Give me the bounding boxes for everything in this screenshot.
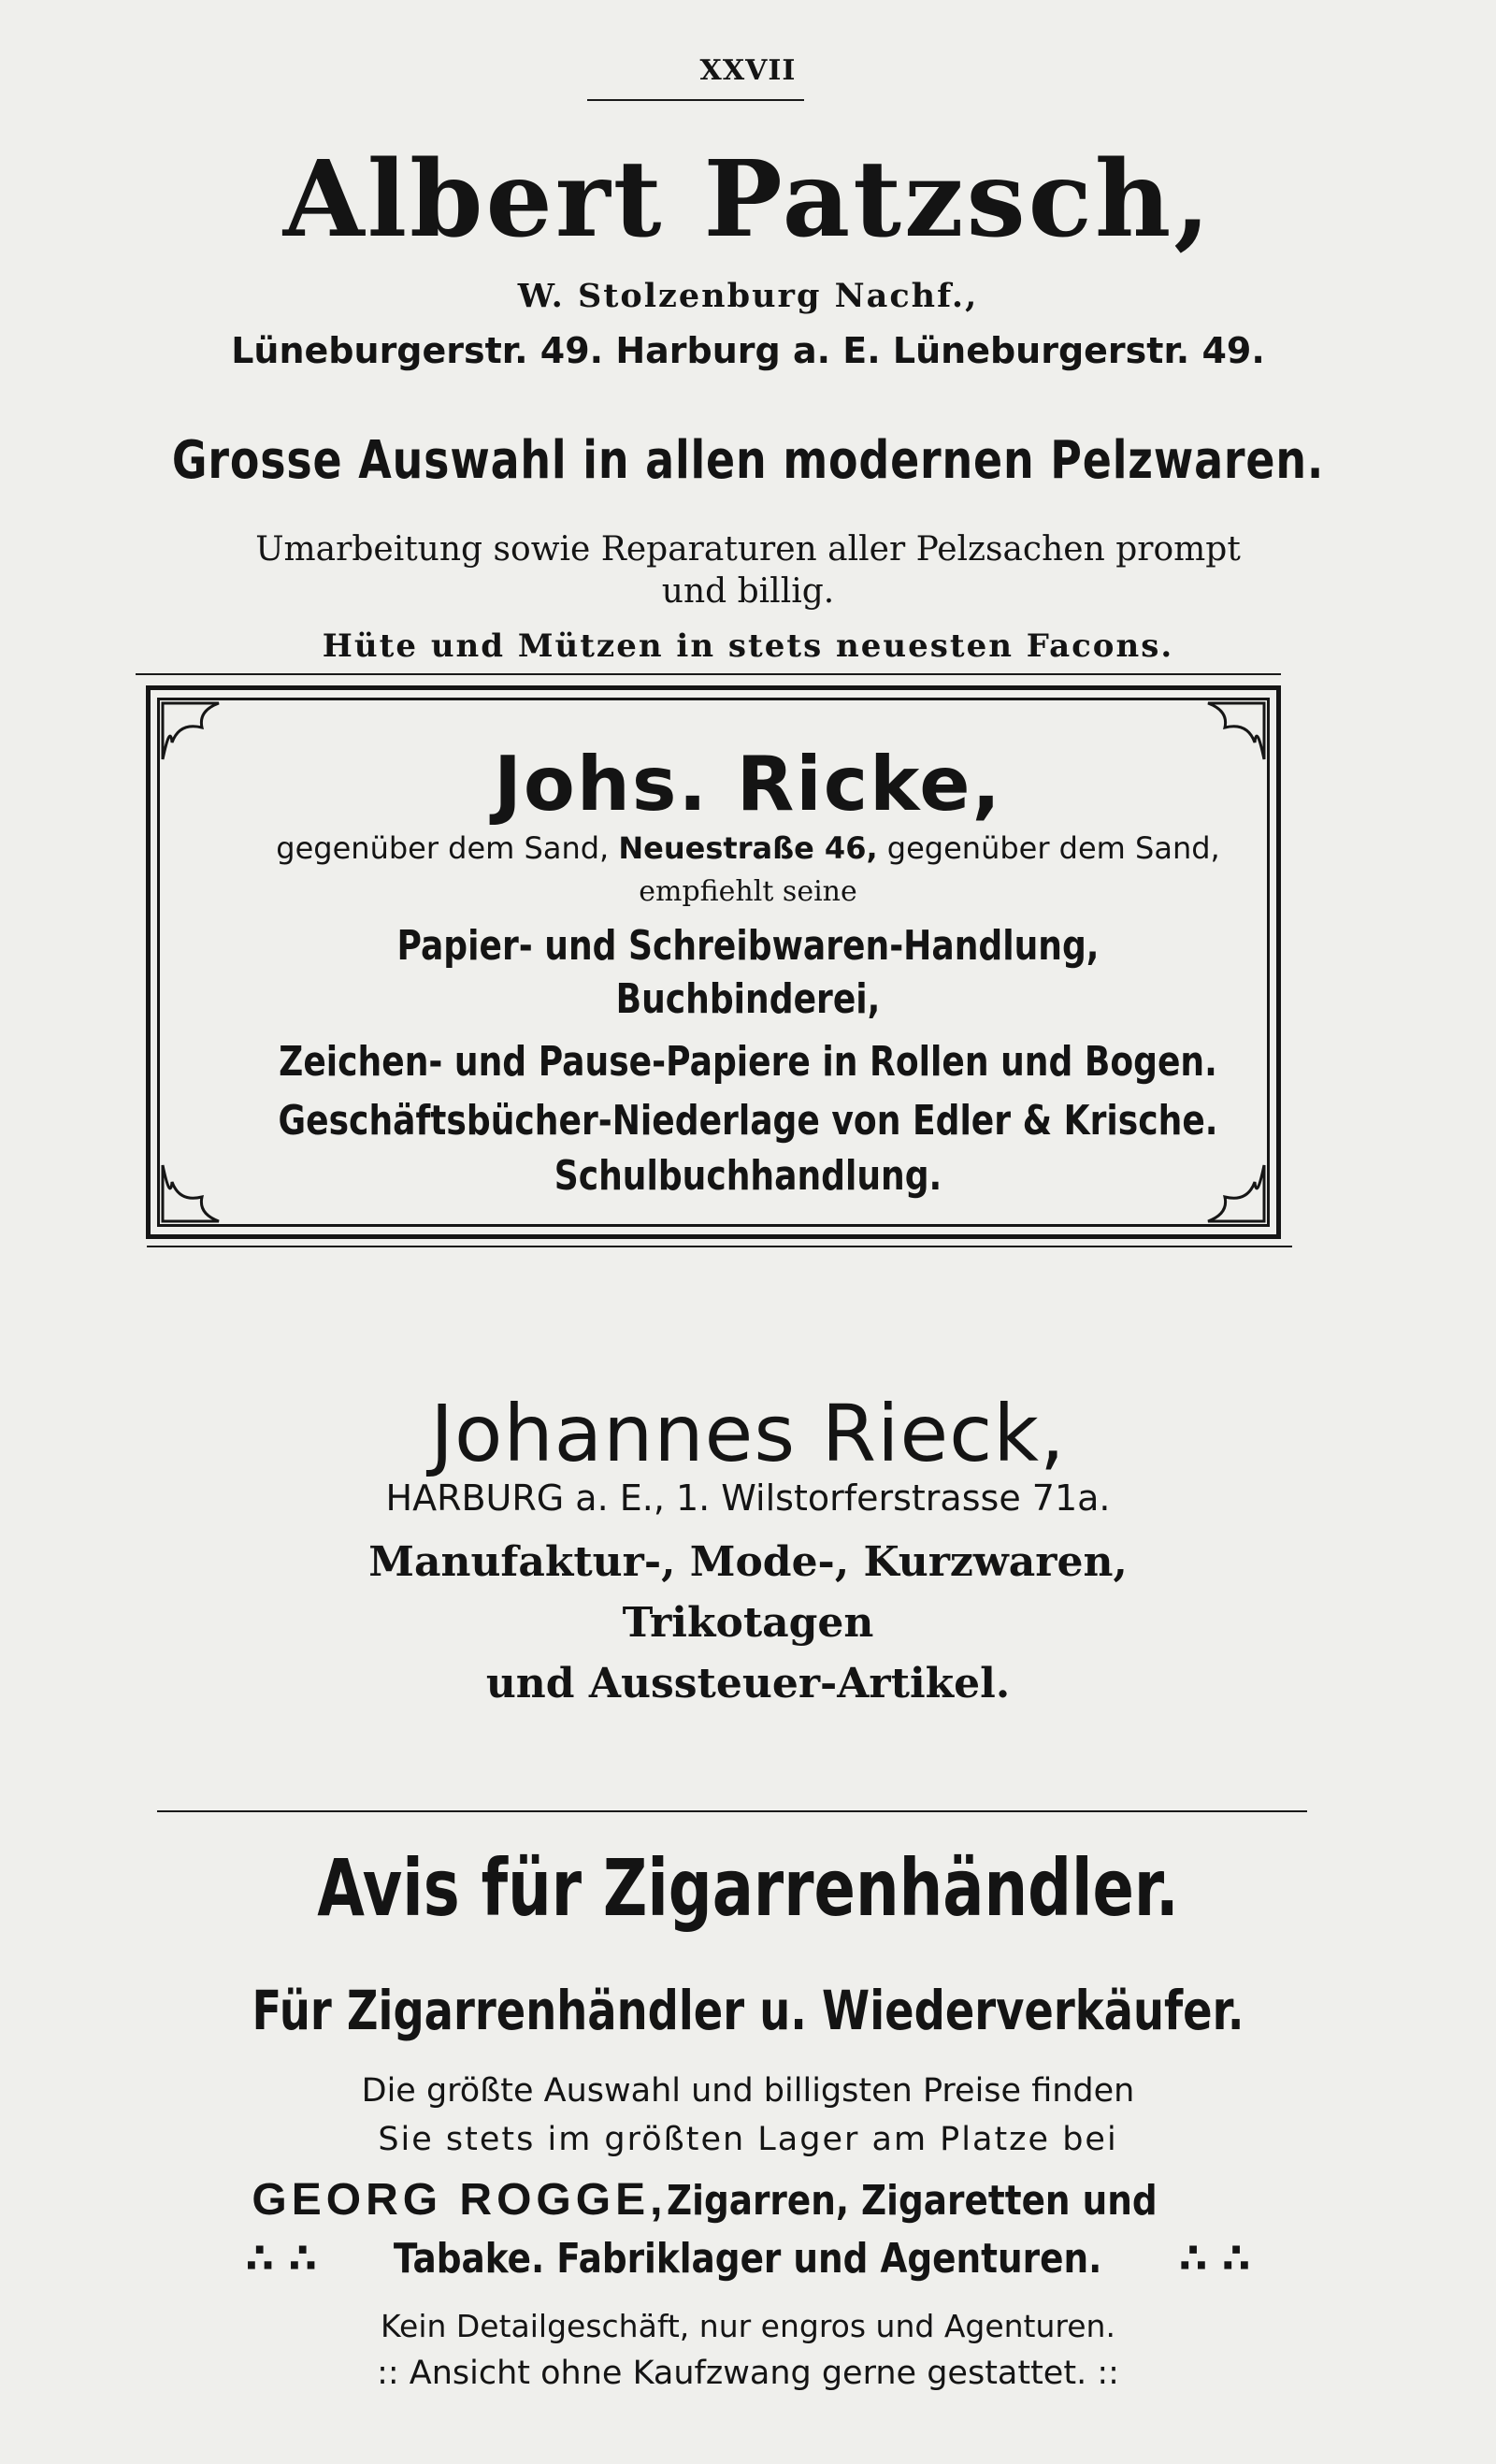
avis-title: Avis für Zigarrenhändler. bbox=[317, 1842, 1179, 1934]
rieck-line: und Aussteuer-Artikel. bbox=[485, 1660, 1011, 1708]
section-divider-2 bbox=[147, 1246, 1292, 1247]
rogge-products: Zigarren, Zigaretten und bbox=[667, 2177, 1158, 2225]
patzsch-line-2: und billig. bbox=[661, 572, 835, 611]
section-divider-3 bbox=[157, 1810, 1307, 1812]
ricke-location-pre: gegenüber dem Sand, bbox=[276, 830, 619, 866]
rieck-address: HARBURG a. E., 1. Wilstorferstrasse 71a. bbox=[385, 1477, 1111, 1519]
dots-right: ∴ ∴ bbox=[1178, 2235, 1251, 2283]
section-divider-1 bbox=[136, 673, 1281, 675]
rogge-line bbox=[0, 2174, 1496, 2226]
avis-line-2: Sie stets im größten Lager am Platze bei bbox=[378, 2121, 1118, 2158]
ricke-line: Buchbinderei, bbox=[615, 975, 881, 1023]
rieck-name: Johannes Rieck, bbox=[430, 1388, 1066, 1479]
patzsch-name: Albert Patzsch, bbox=[282, 138, 1214, 261]
tabake-line bbox=[0, 2235, 1496, 2283]
ricke-location bbox=[0, 830, 1496, 866]
patzsch-headline: Grosse Auswahl in allen modernen Pelzwaren. bbox=[171, 430, 1325, 491]
ricke-location-post: gegenüber dem Sand, bbox=[877, 830, 1220, 866]
patzsch-line-3: Hüte und Mützen in stets neuesten Facons. bbox=[322, 627, 1174, 665]
rogge-name: GEORG ROGGE, bbox=[252, 2175, 668, 2225]
patzsch-line-1: Umarbeitung sowie Reparaturen aller Pelzsachen prompt bbox=[255, 530, 1241, 569]
avis-line-5: Kein Detailgeschäft, nur engros und Agenturen. bbox=[381, 2308, 1115, 2344]
ricke-line: Geschäftsbücher-Niederlage von Edler & Krische. bbox=[278, 1097, 1218, 1145]
ricke-street: Neuestraße 46, bbox=[618, 830, 878, 866]
ricke-line: Schulbuchhandlung. bbox=[554, 1152, 942, 1200]
page-number: XXVII bbox=[699, 54, 797, 87]
rieck-line: Trikotagen bbox=[622, 1599, 874, 1647]
avis-line-1: Die größte Auswahl und billigsten Preise finden bbox=[361, 2072, 1135, 2110]
avis-line-6: :: Ansicht ohne Kaufzwang gerne gestattet. :: bbox=[377, 2355, 1119, 2392]
page-number-rule bbox=[587, 99, 804, 101]
patzsch-address: Lüneburgerstr. 49. Harburg a. E. Lüneburgerstr. 49. bbox=[231, 330, 1265, 371]
ricke-line: Zeichen- und Pause-Papiere in Rollen und Bogen. bbox=[279, 1038, 1217, 1086]
rieck-line: Manufaktur-, Mode-, Kurzwaren, bbox=[368, 1538, 1128, 1586]
ricke-line: Papier- und Schreibwaren-Handlung, bbox=[396, 922, 1100, 970]
tabake-text: Tabake. Fabriklager und Agenturen. bbox=[394, 2235, 1102, 2283]
avis-subtitle: Für Zigarrenhändler u. Wiederverkäufer. bbox=[252, 1979, 1244, 2042]
ricke-name: Johs. Ricke, bbox=[494, 741, 1002, 828]
dots-left: ∴ ∴ bbox=[245, 2235, 318, 2283]
patzsch-successor: W. Stolzenburg Nachf., bbox=[517, 277, 979, 315]
ricke-recommends: empfiehlt seine bbox=[639, 875, 857, 908]
